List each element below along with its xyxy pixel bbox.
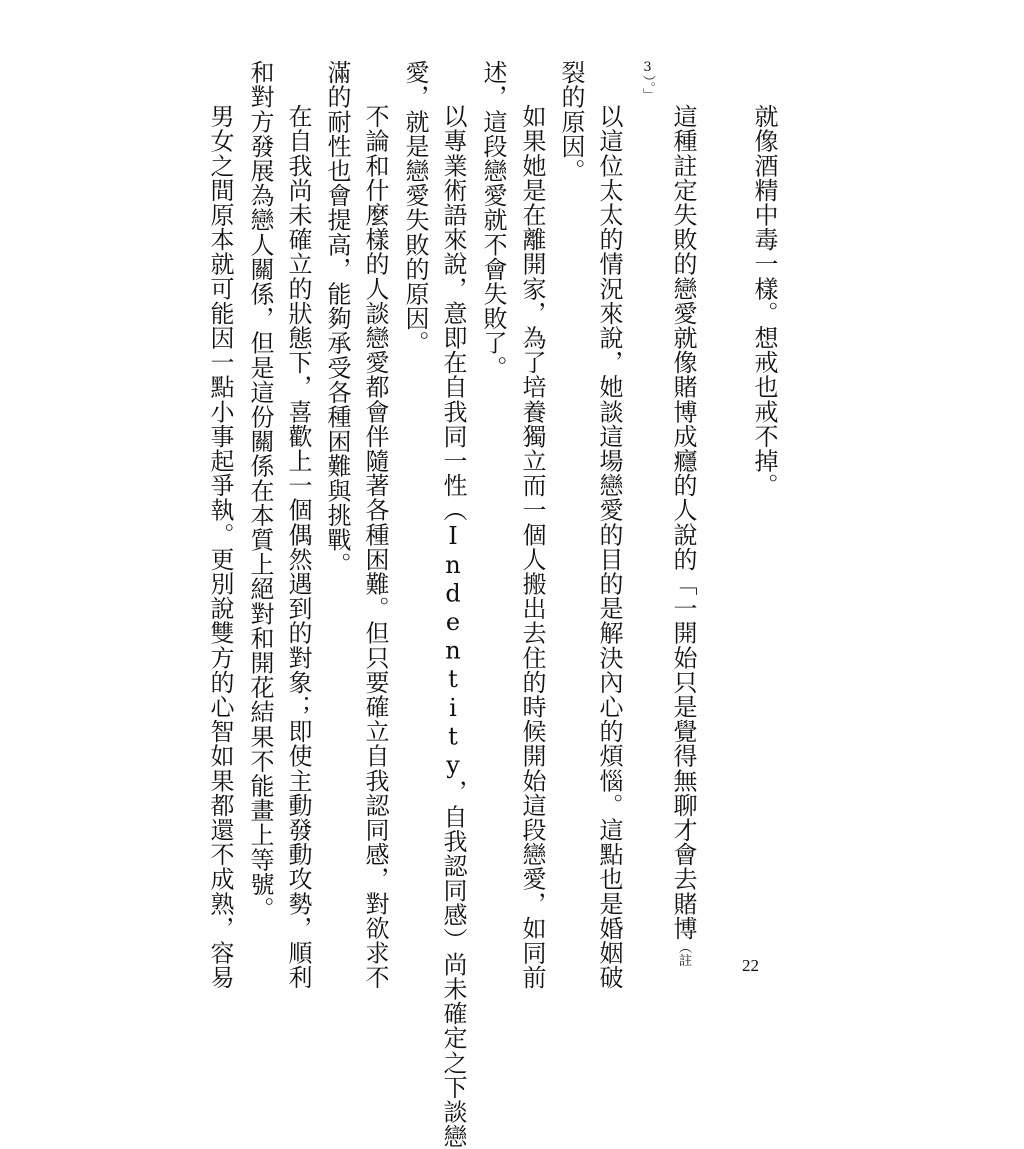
column-text: 男女之間原本就可能因一點小事起爭執。更別說雙方的心智如果都還不成熟，容易 — [206, 104, 234, 990]
footnote-marker: （註 — [676, 940, 691, 967]
text-column-3 — [635, 60, 659, 101]
page-number: 22 — [742, 956, 759, 975]
text-column-5 — [556, 60, 586, 183]
column-text: 就像酒精中毒一樣。想戒也戒不掉。 — [750, 104, 778, 498]
text-column-12 — [283, 104, 313, 990]
column-text: 以專業術語來說，意即在自我同一性（Indentity，自我認同感）尚未確定之下談戀 — [439, 104, 467, 1149]
text-column-2 — [668, 104, 698, 966]
text-column-13 — [245, 60, 275, 921]
column-text: 和對方發展為戀人關係，但是這份關係在本質上絕對和開花結果不能畫上等號。 — [246, 60, 274, 921]
column-text: 不論和什麼樣的人談戀愛都會伴隨著各種困難。但只要確立自我認同感，對欲求不 — [361, 104, 389, 990]
text-column-4 — [594, 104, 624, 990]
column-text: 愛，就是戀愛失敗的原因。 — [401, 60, 429, 356]
column-text: 裂的原因。 — [557, 60, 585, 183]
column-text: 以這位太太的情況來說，她談這場戀愛的目的是解決內心的煩惱。這點也是婚姻破 — [595, 104, 623, 990]
text-column-10 — [360, 104, 390, 990]
column-text: 述，這段戀愛就不會失敗了。 — [479, 60, 507, 380]
text-column-11 — [322, 60, 352, 577]
text-column-14 — [205, 104, 235, 990]
column-text: 滿的耐性也會提高，能夠承受各種困難與挑戰。 — [323, 60, 351, 577]
text-column-6 — [517, 104, 547, 990]
text-column-1 — [749, 104, 779, 498]
column-text: 這種註定失敗的戀愛就像賭博成癮的人說的「一開始只是覺得無聊才會去賭博 — [669, 104, 697, 941]
text-column-9 — [400, 60, 430, 355]
text-column-8 — [438, 104, 468, 1149]
column-text: 在自我尚未確立的狀態下，喜歡上一個偶然遇到的對象；即使主動發動攻勢，順利 — [284, 104, 312, 990]
column-text: 如果她是在離開家，為了培養獨立而一個人搬出去住的時候開始這段戀愛，如同前 — [518, 104, 546, 990]
text-column-7 — [478, 60, 508, 380]
column-text: 3）。」 — [640, 60, 655, 101]
